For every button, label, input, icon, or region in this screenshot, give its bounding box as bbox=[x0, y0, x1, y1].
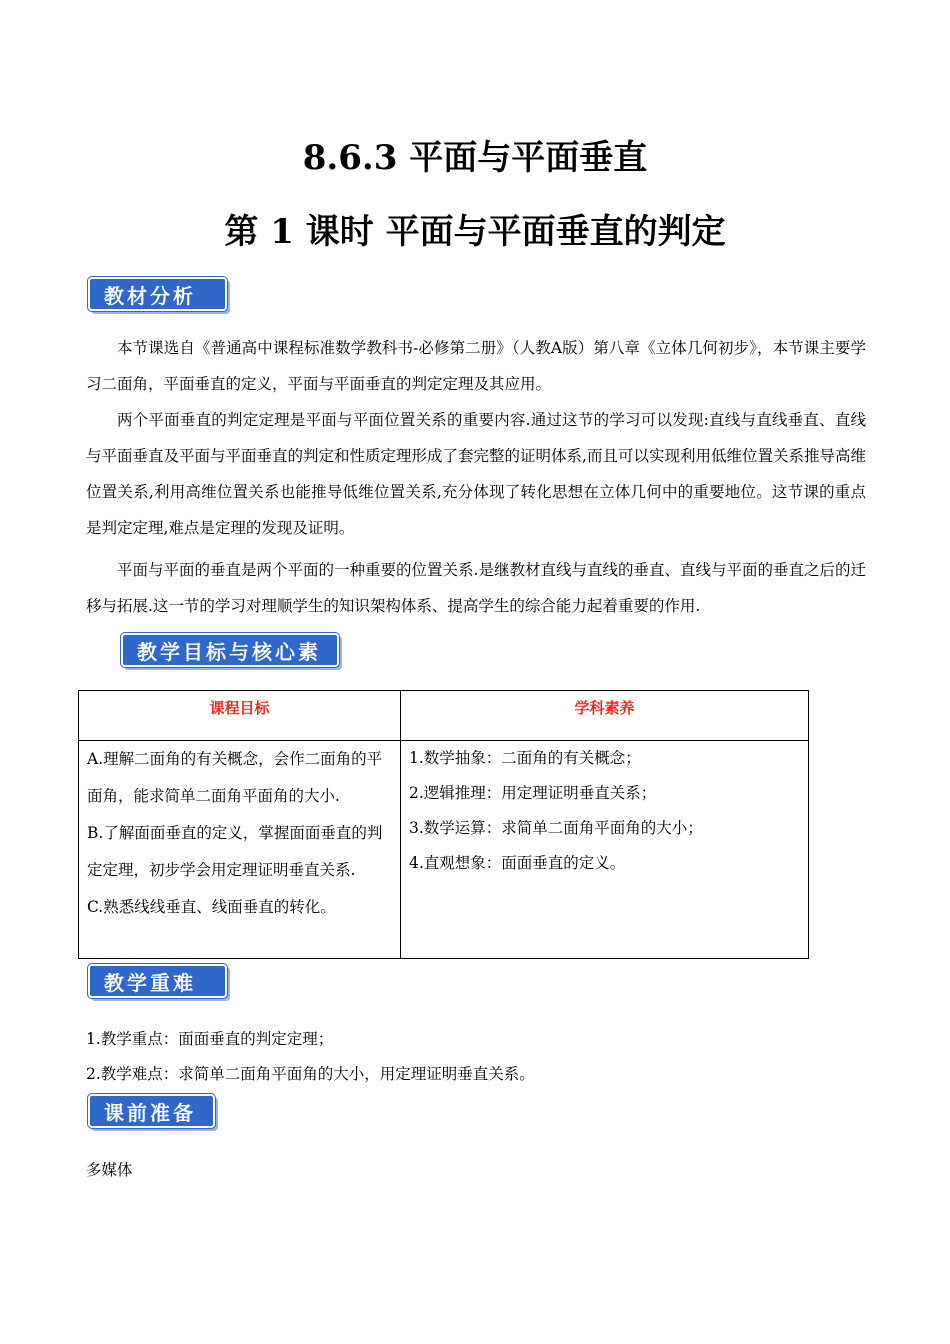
keypoint-item: 1.教学重点：面面垂直的判定定理； bbox=[86, 1030, 334, 1048]
preparation-text: 多媒体 bbox=[86, 1161, 133, 1179]
goals-header-left: 课程目标 bbox=[79, 691, 401, 741]
keypoint-item: 2.教学难点：求简单二面角平面角的大小，用定理证明垂直关系。 bbox=[86, 1065, 535, 1083]
literacy-item: 2.逻辑推理：用定理证明垂直关系； bbox=[409, 784, 657, 802]
course-goal-item: B.了解面面垂直的定义，掌握面面垂直的判定定理，初步学会用定理证明垂直关系. bbox=[87, 824, 383, 879]
analysis-paragraph-3: 平面与平面的垂直是两个平面的一种重要的位置关系.是继教材直线与直线的垂直、直线与平面的垂直之后的迁移与拓展.这一节的学习对理顺学生的知识架构体系、提高学生的综合能力起着重要的作用. bbox=[86, 561, 866, 615]
analysis-paragraph-1: 本节课选自《普通高中课程标准数学教科书-必修第二册》（人教A版）第八章《立体几何初步》，本节课主要学习二面角，平面垂直的定义，平面与平面垂直的判定定理及其应用。 bbox=[86, 339, 866, 393]
course-goal-item: A.理解二面角的有关概念，会作二面角的平面角，能求简单二面角平面角的大小. bbox=[87, 750, 383, 805]
sub-title: 第 1 课时 平面与平面垂直的判定 bbox=[224, 212, 726, 252]
course-goals-cell bbox=[79, 741, 401, 959]
section-badge-preparation: 课前准备 bbox=[88, 1094, 215, 1128]
analysis-paragraph-2: 两个平面垂直的判定定理是平面与平面位置关系的重要内容.通过这节的学习可以发现:直线与直线垂直、直线与平面垂直及平面与平面垂直的判定和性质定理形成了套完整的证明体系,而且可以实现利用低维位置关系推导高维位置关系,利用高维位置关系也能推导低维位置关系,充分体现了转化思想在立体几何中的重要地位。这节课的重点是判定定理,难点是定理的发现及证明。 bbox=[86, 411, 866, 537]
section-badge-analysis: 教材分析 bbox=[88, 277, 227, 311]
literacy-cell bbox=[401, 741, 809, 959]
section-badge-keypoints: 教学重难点 bbox=[88, 964, 227, 998]
section-badge-goals: 教学目标与核心素养 bbox=[121, 633, 339, 667]
literacy-item: 3.数学运算：求简单二面角平面角的大小； bbox=[409, 819, 703, 837]
goals-header-right: 学科素养 bbox=[401, 691, 809, 741]
course-goal-item: C.熟悉线线垂直、线面垂直的转化。 bbox=[87, 898, 336, 916]
goals-table bbox=[78, 690, 809, 959]
literacy-item: 4.直观想象：面面垂直的定义。 bbox=[409, 854, 626, 872]
literacy-item: 1.数学抽象：二面角的有关概念； bbox=[409, 749, 641, 767]
main-title: 8.6.3 平面与平面垂直 bbox=[302, 138, 648, 178]
